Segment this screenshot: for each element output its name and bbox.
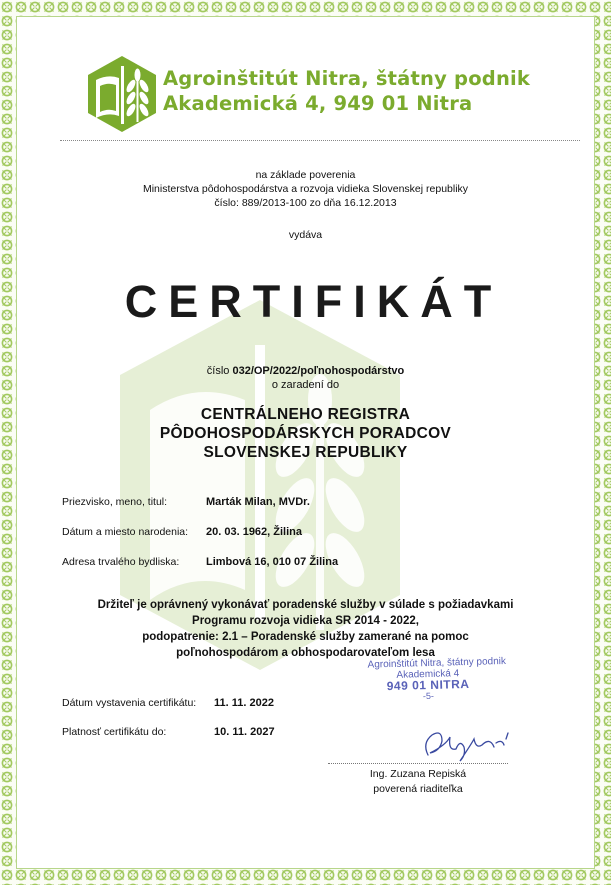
rights-line-3: podopatrenie: 2.1 – Poradenské služby zamerané na pomoc (142, 631, 469, 643)
rights-line-1: Držiteľ je oprávnený vykonávať poradenské služby v súlade s požiadavkami (97, 599, 514, 611)
handwritten-signature (420, 725, 520, 765)
certificate-number-line (0, 365, 611, 377)
header-divider (60, 140, 580, 141)
name-value: Marták Milan, MVDr. (206, 496, 310, 508)
issue-date-value: 11. 11. 2022 (214, 697, 274, 709)
address-label: Adresa trvalého bydliska: (62, 556, 180, 568)
stamp-line-1: Agroinštitút Nitra, štátny podnik (367, 655, 507, 671)
birth-value: 20. 03. 1962, Žilina (206, 526, 303, 538)
stamp-line-3: 949 01 NITRA (386, 676, 470, 694)
certificate-number-prefix: číslo (206, 365, 233, 377)
basis-line-2: Ministerstva pôdohospodárstva a rozvoja vidieka Slovenskej republiky (142, 183, 469, 195)
stamp-line-4: -5- (422, 690, 435, 701)
inclusion-text: o zaradení do (271, 379, 340, 391)
signatory-name: Ing. Zuzana Repiská (369, 768, 467, 780)
stamp-line-2: Akademická 4 (396, 667, 460, 681)
register-line-2: PÔDOHOSPODÁRSKYCH PORADCOV (159, 425, 452, 442)
address-value: Limbová 16, 010 07 Žilina (206, 556, 339, 568)
signatory-role: poverená riaditeľka (373, 783, 463, 795)
rights-line-4: poľnohospodárom a obhospodarovateľom lesa (176, 647, 435, 659)
basis-line-3: číslo: 889/2013-100 zo dňa 16.12.2013 (214, 197, 397, 209)
signature-line (328, 763, 508, 764)
basis-line-1: na základe poverenia (255, 169, 356, 181)
organization-address: Akademická 4, 949 01 Nitra (163, 92, 473, 115)
validity-label: Platnosť certifikátu do: (62, 726, 167, 738)
official-stamp (367, 655, 507, 702)
certificate-title: CERTIFIKÁT (124, 276, 503, 327)
agroinstitut-logo (88, 56, 156, 132)
name-label: Priezvisko, meno, titul: (62, 496, 168, 508)
certificate-number: 032/OP/2022/poľnohospodárstvo (232, 365, 405, 377)
issues-text: vydáva (288, 229, 323, 241)
rights-line-2: Programu rozvoja vidieka SR 2014 - 2022, (192, 615, 419, 627)
birth-label: Dátum a miesto narodenia: (62, 526, 189, 538)
organization-name: Agroinštitút Nitra, štátny podnik (163, 67, 531, 90)
register-line-3: SLOVENSKEJ REPUBLIKY (203, 444, 408, 461)
issue-date-label: Dátum vystavenia certifikátu: (62, 697, 197, 709)
validity-value: 10. 11. 2027 (214, 726, 275, 738)
register-line-1: CENTRÁLNEHO REGISTRA (200, 406, 411, 423)
